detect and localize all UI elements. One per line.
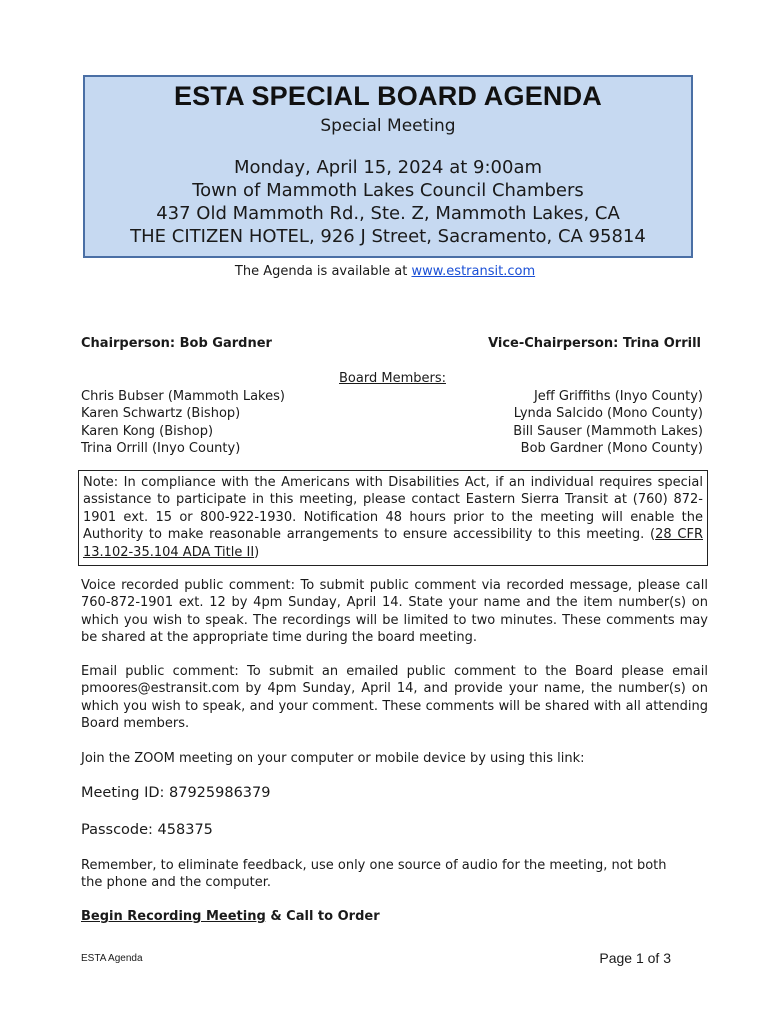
alt-meeting-location: THE CITIZEN HOTEL, 926 J Street, Sacramento, CA 95814	[130, 226, 646, 247]
board-member: Trina Orrill (Inyo County)	[81, 441, 241, 457]
board-member: Chris Bubser (Mammoth Lakes)	[81, 389, 285, 404]
audio-reminder: Remember, to eliminate feedback, use only one source of audio for the meeting, not both the phone and the computer.	[81, 858, 667, 891]
board-member: Bob Gardner (Mono County)	[520, 441, 703, 457]
meeting-address: 437 Old Mammoth Rd., Ste. Z, Mammoth Lakes, CA	[156, 203, 620, 224]
voice-comment-paragraph: Voice recorded public comment: To submit public comment via recorded message, please call 760-872-1901 ext. 12 by 4pm Sunday, April 14. State your name and the item number(s) on which you wish to speak. The recordings will be limited to two minutes. These comments may be shared at the appropriate time during the board meeting.	[81, 578, 708, 646]
availability-text: The Agenda is available at	[234, 264, 412, 279]
chairperson: Chairperson: Bob Gardner	[81, 336, 272, 351]
ada-note-close: )	[254, 544, 260, 560]
meeting-details	[85, 156, 691, 248]
call-to-order-label: & Call to Order	[265, 909, 380, 924]
footer-document-name: ESTA Agenda	[81, 953, 143, 964]
footer-page-number: Page 1 of 3	[599, 950, 671, 966]
board-member: Jeff Griffiths (Inyo County)	[533, 389, 703, 404]
begin-recording-item	[81, 909, 380, 924]
email-comment-paragraph: Email public comment: To submit an emailed public comment to the Board please email pmoores@estransit.com by 4pm Sunday, April 14, and provide your name, the number(s) on which you wish to speak, and your comment. These comments will be shared with all attending Board members.	[81, 664, 708, 732]
ada-note-box	[78, 470, 708, 566]
board-member: Karen Kong (Bishop)	[81, 423, 214, 439]
zoom-passcode: Passcode: 458375	[81, 822, 213, 838]
zoom-meeting-id: Meeting ID: 87925986379	[81, 785, 271, 801]
begin-recording-label: Begin Recording Meeting	[81, 909, 266, 924]
ada-note-text: Note: In compliance with the Americans with Disabilities Act, if an individual requires special assistance to participate in this meeting, please contact Eastern Sierra Transit at (760) 872-1901 ext. 15 or 800-922-1930. Notification 48 hours prior to the meeting will enable the Authority to make reasonable arrangements to ensure accessibility to this meeting. (	[83, 475, 703, 543]
vice-chairperson: Vice-Chairperson: Trina Orrill	[488, 336, 701, 351]
zoom-join-text: Join the ZOOM meeting on your computer or mobile device by using this link:	[81, 751, 585, 766]
agenda-availability	[0, 264, 770, 279]
meeting-type: Special Meeting	[320, 116, 456, 136]
board-members-left	[81, 388, 285, 458]
agenda-header-box	[83, 75, 693, 258]
board-member: Lynda Salcido (Mono County)	[513, 406, 703, 422]
board-member: Bill Sauser (Mammoth Lakes)	[513, 423, 703, 439]
board-members-heading: Board Members:	[339, 371, 446, 386]
agenda-title: ESTA SPECIAL BOARD AGENDA	[173, 81, 603, 111]
meeting-date: Monday, April 15, 2024 at 9:00am	[233, 157, 543, 178]
meeting-location: Town of Mammoth Lakes Council Chambers	[192, 180, 584, 201]
website-link[interactable]: www.estransit.com	[411, 264, 536, 279]
board-member: Karen Schwartz (Bishop)	[81, 406, 241, 422]
board-members-right	[513, 388, 703, 458]
ada-regulation-link[interactable]: 28 CFR 13.102-35.104 ADA Title II	[83, 527, 704, 560]
